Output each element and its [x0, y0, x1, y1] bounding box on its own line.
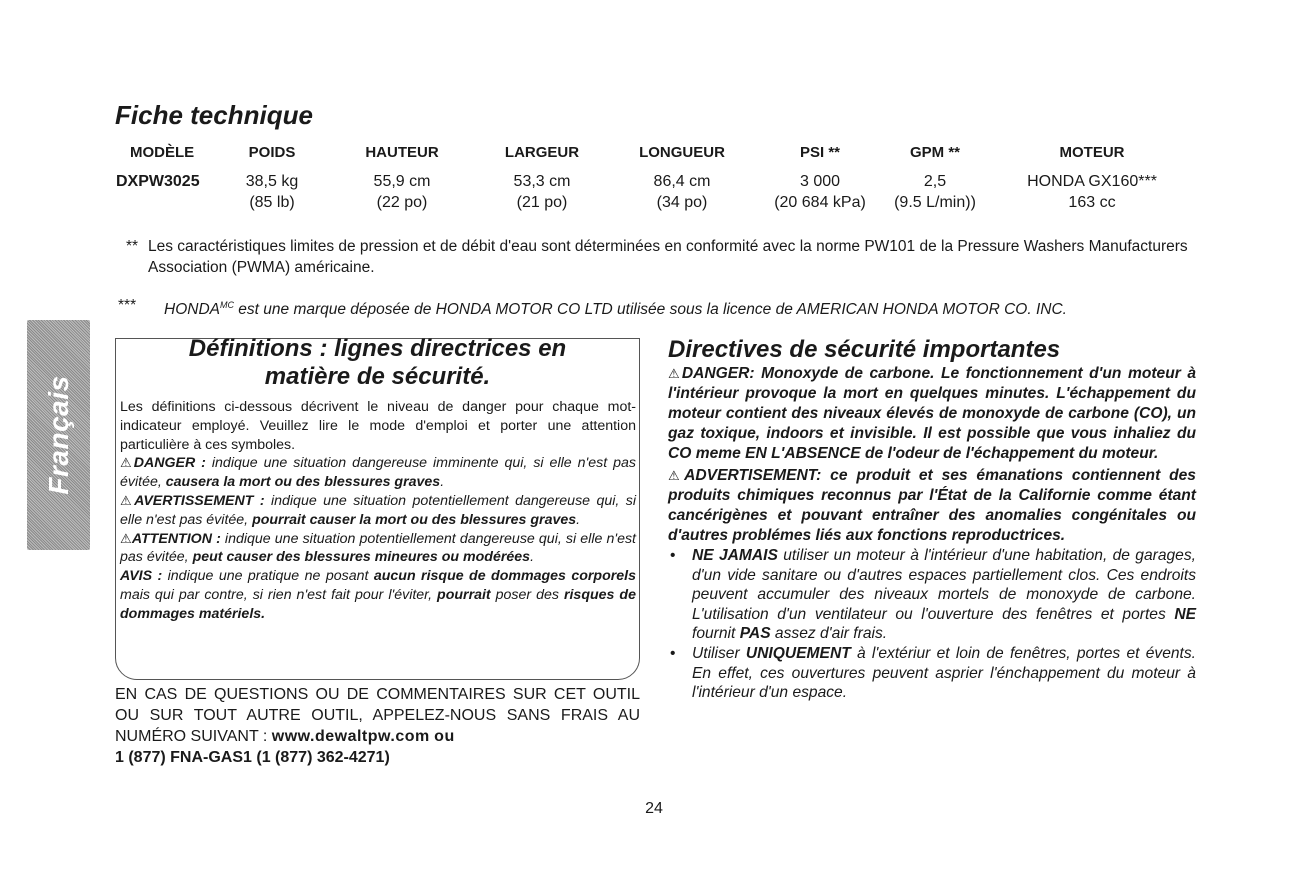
trademark-sup: MC: [219, 300, 234, 310]
definition-notice: [120, 567, 636, 623]
definition-warning: ⚠AVERTISSEMENT : indique une situation potentiellement dangereuse qui, si elle n'est pas évitée, pourrait causer la mort ou des blessures graves.: [120, 492, 636, 528]
definitions-title: [116, 335, 639, 391]
spec-model-value: DXPW3025: [116, 173, 200, 190]
warning-triangle-icon: ⚠: [120, 530, 132, 546]
spec-header-height: HAUTEUR: [365, 144, 439, 161]
bullet-text: fournit: [692, 625, 740, 643]
bullet-bold: NE: [1174, 605, 1196, 623]
caution-label: ATTENTION :: [131, 530, 221, 547]
bullet-text: assez d'air frais.: [770, 625, 888, 643]
spec-header-psi: PSI **: [799, 144, 841, 161]
spec-gpm-alt: (9.5 L/min)): [894, 194, 976, 211]
spec-header-width: LARGEUR: [504, 144, 580, 161]
warning-triangle-icon: ⚠: [120, 455, 134, 471]
spec-header-gpm: GPM **: [909, 144, 961, 161]
bullet-text: à l'extériur et loin de fenêtres, portes et évents. En effet, ces ouvertures peuvent asprier l'énchappement du moteur à l'intérieur d'un espace.: [692, 644, 1196, 702]
warning-triangle-icon: ⚠: [668, 366, 682, 381]
contact-info: [115, 684, 640, 768]
definitions-box: [115, 335, 640, 680]
caution-text: indique une situation potentiellement dangereuse qui, si elle n'est pas évitée,: [120, 530, 636, 566]
bullet-bold: UNIQUEMENT: [745, 644, 851, 662]
spec-header-model: MODÈLE: [130, 144, 195, 161]
footnote-text: Les caractéristiques limites de pression et de débit d'eau sont déterminées en conformité avec la norme PW101 de la Pressure Washers Manufacturers Association (PWMA) américaine.: [148, 238, 1188, 276]
notice-text: mais qui par contre, si rien n'est fait pour l'éviter,: [120, 586, 438, 603]
website-link[interactable]: www.dewaltpw.com: [271, 728, 430, 745]
notice-bold: risques de dommages matériels.: [120, 586, 636, 622]
spec-length-value: 86,4 cm: [653, 173, 711, 190]
spec-width-value: 53,3 cm: [513, 173, 571, 190]
spec-height-value: 55,9 cm: [373, 173, 431, 190]
directive-list: [668, 546, 1196, 703]
footnote-mark: ***: [118, 297, 137, 314]
warning-bold: pourrait causer la mort ou des blessures graves: [252, 511, 577, 528]
spec-psi-value: 3 000: [799, 173, 841, 190]
warning-triangle-icon: ⚠: [120, 492, 135, 508]
directive-danger: [668, 364, 1196, 464]
directives-title: Directives de sécurité importantes: [668, 336, 1061, 363]
list-item: [668, 546, 1196, 644]
notice-bold: pourrait: [437, 586, 491, 603]
caution-bold: peut causer des blessures mineures ou modérées: [192, 549, 531, 566]
section-title: Fiche technique: [115, 100, 313, 130]
definition-danger: ⚠DANGER : indique une situation dangereuse imminente qui, si elle n'est pas évitée, causera la mort ou des blessures graves.: [120, 455, 637, 491]
notice-text: poser des: [490, 586, 564, 603]
directive-advert: [668, 466, 1196, 546]
definition-caution: ⚠ATTENTION : indique une situation potentiellement dangereuse qui, si elle n'est pas évitée, peut causer des blessures mineures ou modérées.: [120, 530, 636, 566]
spec-psi-alt: (20 684 kPa): [774, 194, 866, 211]
contact-text: EN CAS DE QUESTIONS OU DE COMMENTAIRES SUR CET OUTIL OU SUR TOUT AUTRE OUTIL, APPELEZ-NOUS SANS FRAIS AU NUMÉRO SUIVANT :: [115, 686, 640, 745]
notice-label: AVIS :: [120, 568, 163, 585]
bullet-bold: PAS: [739, 625, 771, 643]
page-number: 24: [645, 800, 663, 817]
brand-name: HONDA: [164, 301, 220, 319]
danger-text: indique une situation dangereuse imminente qui, si elle n'est pas évitée,: [120, 455, 637, 491]
definitions-title-line2: matière de sécurité.: [264, 363, 491, 390]
spec-weight-alt: (85 lb): [249, 194, 295, 211]
list-item: [668, 644, 1196, 703]
danger-bold: causera la mort ou des blessures graves: [165, 474, 441, 491]
definitions-title-line1: Définitions : lignes directrices en: [188, 335, 567, 362]
definitions-intro: Les définitions ci-dessous décrivent le niveau de danger pour chaque mot-indicateur employé. Veuillez lire le mode d'emploi et porter une attention particulière à ces symboles.: [120, 399, 636, 453]
danger-label: DANGER :: [133, 455, 206, 472]
warning-triangle-icon: ⚠: [668, 468, 685, 483]
footnote-pressure: [126, 236, 1206, 278]
definitions-body: [120, 398, 636, 624]
bullet-text: Utiliser: [692, 644, 746, 662]
language-tab-label: Français: [42, 375, 74, 495]
footnote-trademark: [118, 295, 1198, 320]
contact-or: ou: [434, 728, 455, 745]
phone-number: 1 (877) FNA-GAS1 (1 (877) 362-4271): [115, 749, 390, 766]
directive-danger-text: DANGER: Monoxyde de carbone. Le fonctionnement d'un moteur à l'intérieur provoque la mort en quelques minutes. L'échappement du moteur contient des niveaux élevés de monoxyde de carbone (CO), un gaz toxique, indoors et invisible. Il est possible que vous inhaliez du CO meme EN L'ABSENCE de l'odeur de l'échappement du moteur.: [668, 365, 1196, 462]
footnote-text: [164, 295, 1198, 320]
bullet-text: utiliser un moteur à l'intérieur d'une habitation, de garages, d'un vide sanitare ou d'autres espaces partiellement clos. Ces endroits peuvent accumuler des niveaux mortels de monoxyde de carbone. L'utilisation d'un ventilateur ou l'ouverture des fenêtres et portes: [692, 547, 1196, 623]
bullet-bold: NE JAMAIS: [692, 547, 778, 564]
notice-bold: aucun risque de dommages corporels: [373, 568, 637, 585]
directives-body: [668, 364, 1196, 703]
directive-advert-text: ADVERTISEMENT: ce produit et ses émanations contiennent des produits chimiques reconnus par l'État de la Californie comme étant cancérigènes et pouvant entraîner des anomalies congénitales ou d'autres problémes liés aux fonctions reproductrices.: [668, 467, 1196, 544]
spec-gpm-value: 2,5: [923, 173, 947, 190]
notice-text: indique une pratique ne posant: [162, 568, 374, 585]
spec-header-engine: MOTEUR: [1059, 144, 1125, 161]
warning-label: AVERTISSEMENT :: [134, 492, 265, 509]
spec-height-alt: (22 po): [376, 194, 428, 211]
spec-engine-alt: 163 cc: [1068, 194, 1116, 211]
spec-header-length: LONGUEUR: [639, 144, 725, 161]
footnote-text-rest: est une marque déposée de HONDA MOTOR CO LTD utilisée sous la licence de AMERICAN HONDA MOTOR CO. INC.: [233, 301, 1067, 319]
footnote-mark: **: [126, 238, 139, 255]
spec-engine-value: HONDA GX160***: [1027, 173, 1157, 190]
spec-weight-value: 38,5 kg: [245, 173, 299, 190]
spec-width-alt: (21 po): [516, 194, 568, 211]
spec-header-weight: POIDS: [248, 144, 296, 161]
language-tab: [27, 320, 90, 550]
spec-length-alt: (34 po): [656, 194, 708, 211]
warning-text: indique une situation potentiellement dangereuse qui, si elle n'est pas évitée,: [120, 492, 636, 528]
